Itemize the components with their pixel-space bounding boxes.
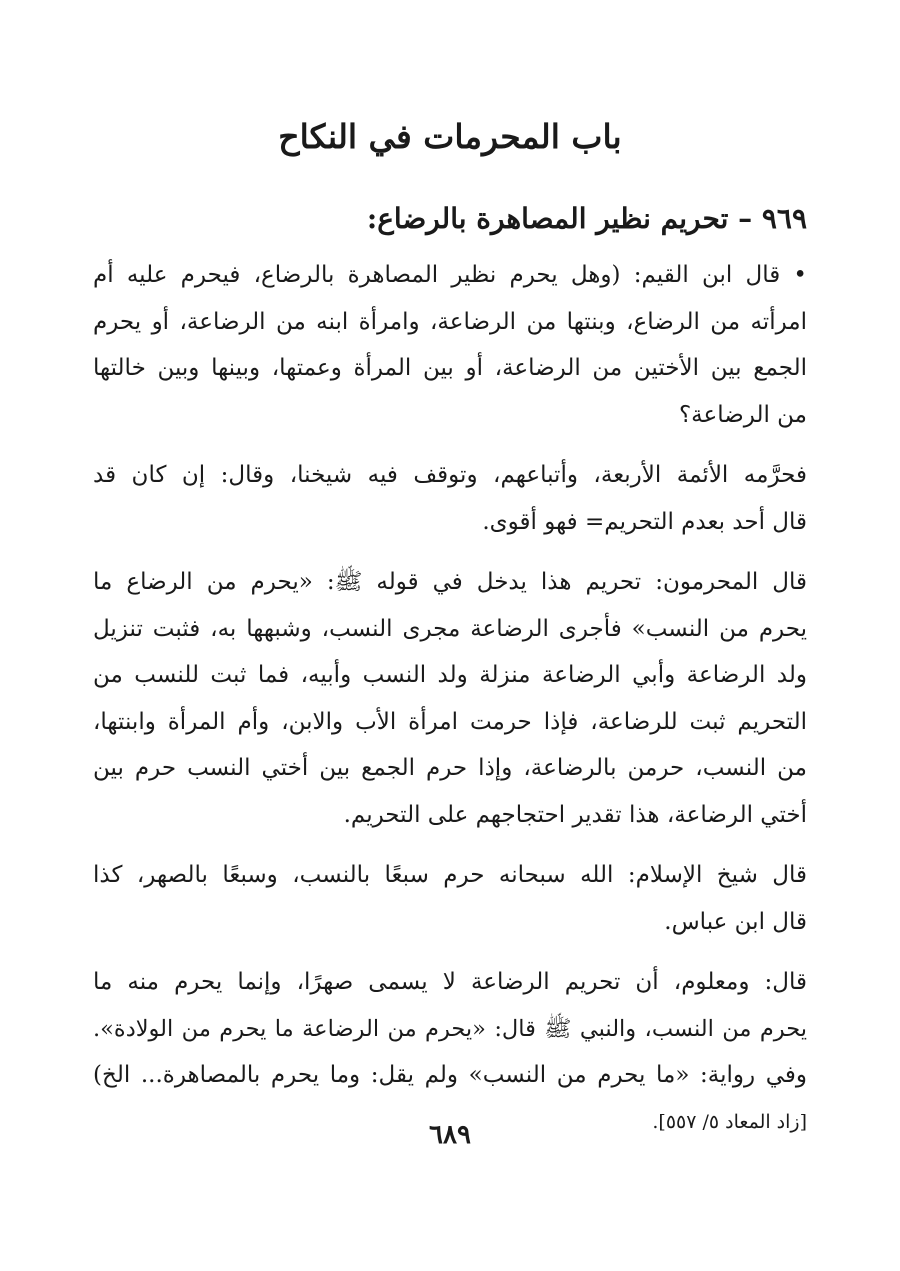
paragraph-3 bbox=[93, 559, 807, 838]
paragraph-line: ولد الرضاعة وأبي الرضاعة منزلة ولد النسب وأبيه، فما ثبت للنسب من bbox=[93, 662, 807, 688]
page-number: ٦٨٩ bbox=[429, 1120, 471, 1150]
paragraph-4 bbox=[93, 852, 807, 945]
paragraph-line: يحرم من النسب، والنبي ﷺ قال: «يحرم من الرضاعة ما يحرم من الولادة». bbox=[93, 1015, 807, 1042]
paragraph-line: يحرم من النسب» فأجرى الرضاعة مجرى النسب، وشبهها به، فثبت تنزيل bbox=[93, 615, 807, 642]
paragraph-line: امرأته من الرضاع، وبنتها من الرضاعة، وامرأة ابنه من الرضاعة، أو يحرم bbox=[93, 308, 807, 335]
paragraph-line: الجمع بين الأختين من الرضاعة، أو بين المرأة وعمتها، وبينها وبين خالتها bbox=[93, 355, 807, 381]
paragraph-line: من النسب، حرمن بالرضاعة، وإذا حرم الجمع بين أختي النسب حرم بين bbox=[93, 755, 807, 781]
paragraph-line: قال أحد بعدم التحريم= فهو أقوى. bbox=[482, 508, 807, 535]
paragraph-line: من الرضاعة؟ bbox=[678, 401, 807, 428]
body-text bbox=[93, 252, 807, 1159]
paragraph-line: قال شيخ الإسلام: الله سبحانه حرم سبعًا بالنسب، وسبعًا بالصهر، كذا bbox=[93, 862, 807, 888]
paragraph-2 bbox=[93, 452, 807, 545]
paragraph-line: • قال ابن القيم: (وهل يحرم نظير المصاهرة بالرضاع، فيحرم عليه أم bbox=[93, 262, 807, 288]
paragraph-line: قال ابن عباس. bbox=[664, 908, 807, 935]
paragraph-line: أختي الرضاعة، هذا تقدير احتجاجهم على التحريم. bbox=[343, 801, 807, 828]
paragraph-line: قال المحرمون: تحريم هذا يدخل في قوله ﷺ: «يحرم من الرضاع ما bbox=[93, 569, 807, 595]
paragraph-line: فحرَّمه الأئمة الأربعة، وأتباعهم، وتوقف فيه شيخنا، وقال: إن كان قد bbox=[93, 462, 807, 488]
chapter-title: باب المحرمات في النكاح bbox=[278, 117, 622, 156]
section-heading: ٩٦٩ – تحريم نظير المصاهرة بالرضاع: bbox=[366, 202, 807, 235]
paragraph-5 bbox=[93, 959, 807, 1145]
citation: [زاد المعاد ٥/ ٥٥٧]. bbox=[652, 1110, 807, 1133]
paragraph-line: قال: ومعلوم، أن تحريم الرضاعة لا يسمى صهرًا، وإنما يحرم منه ما bbox=[93, 969, 807, 995]
paragraph-line: التحريم ثبت للرضاعة، فإذا حرمت امرأة الأب والابن، وأم المرأة وابنتها، bbox=[93, 708, 807, 735]
paragraph-line: وفي رواية: «ما يحرم من النسب» ولم يقل: وما يحرم بالمصاهرة... الخ) bbox=[93, 1062, 807, 1088]
paragraph-1 bbox=[93, 252, 807, 438]
